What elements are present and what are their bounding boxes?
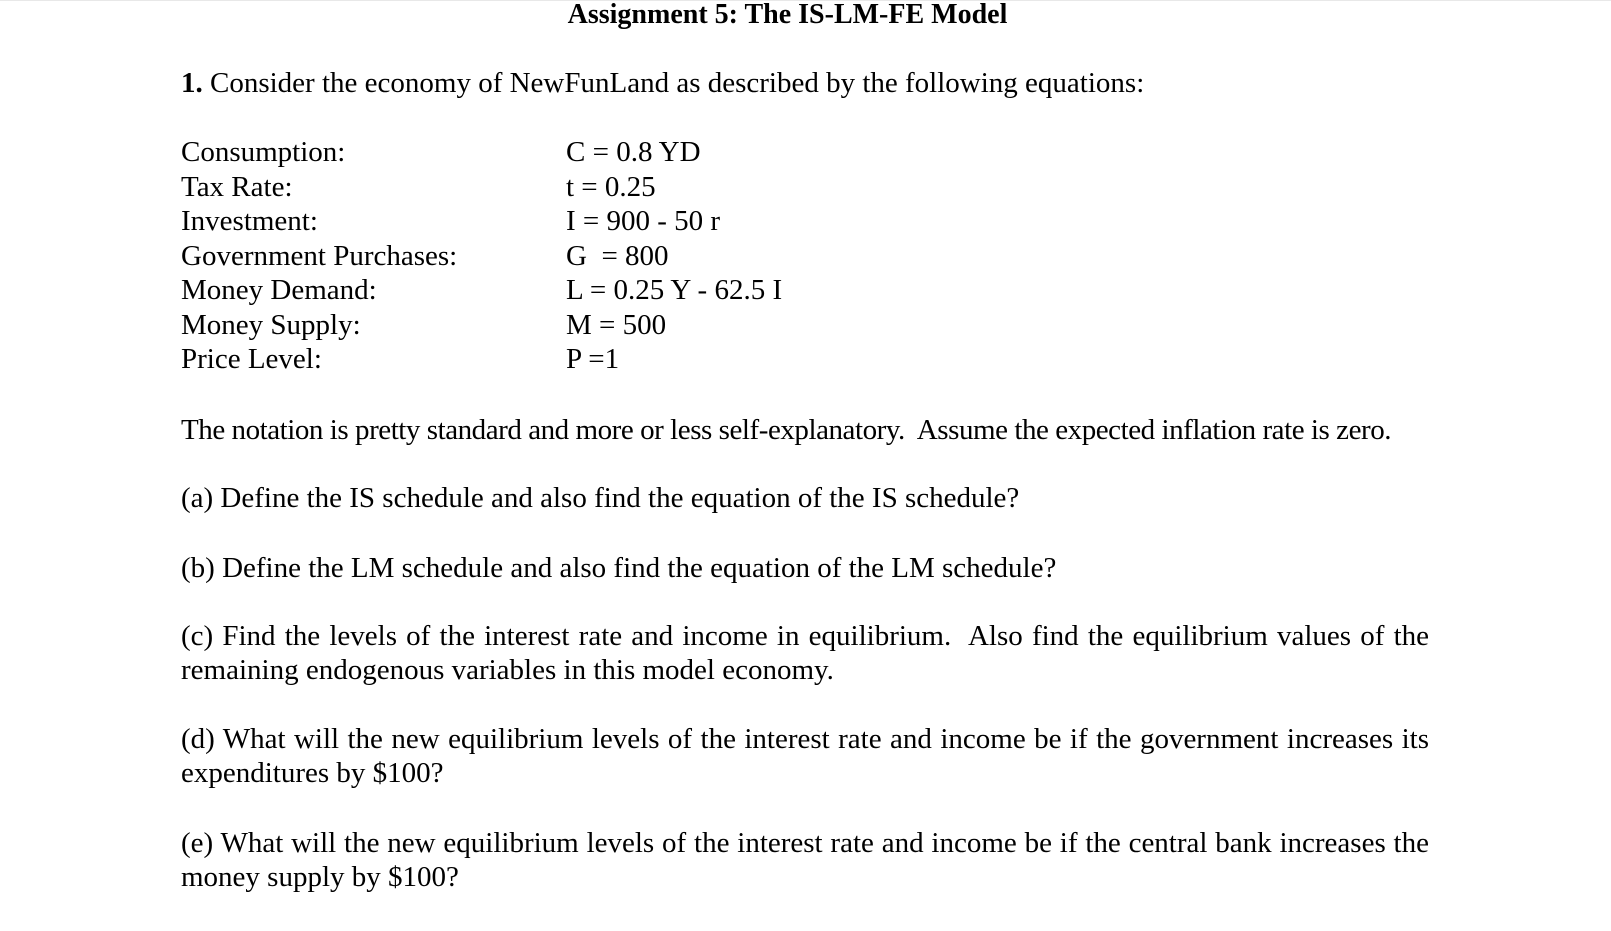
part-e-question [181,826,1441,894]
part-c-line-2: remaining endogenous variables in this model economy. [181,654,834,686]
question-number: 1. [181,67,203,99]
assignment-title [0,0,1611,32]
part-d-line-2: expenditures by $100? [181,757,444,789]
equation-label: Investment: [181,205,318,237]
part-e-line-2: money supply by $100? [181,861,459,893]
equation-label: Price Level: [181,343,322,375]
part-d-question [181,722,1441,790]
equation-value: t = 0.25 [566,170,656,203]
equation-value: C = 0.8 YD [566,136,701,168]
question-intro-text: Consider the economy of NewFunLand as described by the following equations: [210,67,1145,99]
part-a-question: (a) Define the IS schedule and also find the equation of the IS schedule? [181,482,1020,514]
equation-label: Government Purchases: [181,239,458,272]
question-1-intro [181,66,1144,100]
part-e-line-1: (e) What will the new equilibrium levels of the interest rate and income be if the central bank increases the [181,827,1429,859]
equation-value: G = 800 [566,239,669,272]
equation-label: Money Supply: [181,308,361,341]
equation-label: Consumption: [181,136,346,168]
equation-value: L = 0.25 Y - 62.5 I [566,274,783,306]
equation-value: I = 900 - 50 r [566,205,721,237]
part-c-question [181,619,1441,687]
equation-value: M = 500 [566,308,667,341]
equation-label: Money Demand: [181,274,377,306]
part-c-line-1: (c) Find the levels of the interest rate and income in equilibrium. Also find the equilibrium values of the [181,620,1429,652]
equation-value: P =1 [566,343,620,375]
part-b-question: (b) Define the LM schedule and also find the equation of the LM schedule? [181,552,1057,584]
notation-paragraph: The notation is pretty standard and more or less self-explanatory. Assume the expected inflation rate is zero. [181,414,1392,446]
part-d-line-1: (d) What will the new equilibrium levels of the interest rate and income be if the government increases its [181,723,1429,755]
equation-label: Tax Rate: [181,170,293,203]
assignment-title-text: Assignment 5: The IS-LM-FE Model [567,0,1008,30]
